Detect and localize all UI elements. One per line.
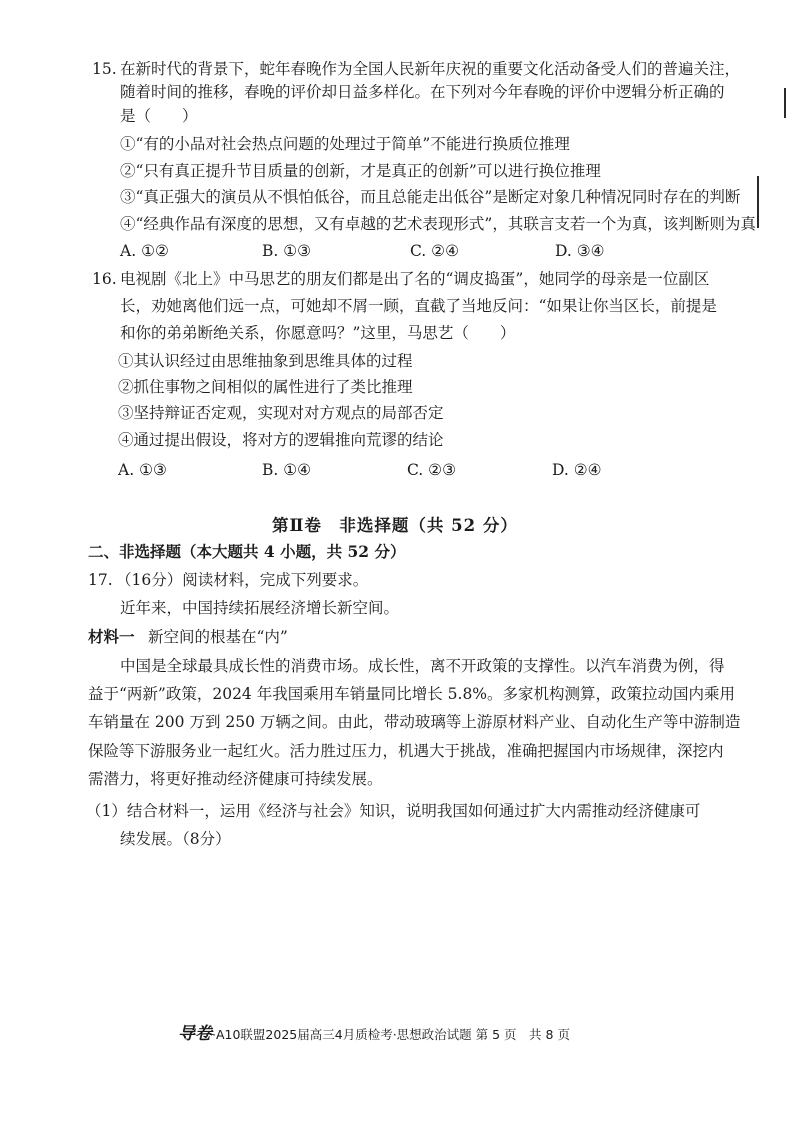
- q16-statement-2: ②抓住事物之间相似的属性进行了类比推理: [118, 378, 413, 396]
- option-letter: B.: [262, 461, 279, 479]
- q16-option-b: [262, 459, 311, 481]
- q15-stem-line2: 随着时间的推移，春晚的评价却日益多样化。在下列对今年春晚的评价中逻辑分析正确的: [120, 83, 725, 101]
- q16-statement-3: ③坚持辩证否定观，实现对对方观点的局部否定: [118, 404, 444, 422]
- q15-statement-1: ①“有的小品对社会热点问题的处理过于简单”不能进行换质位推理: [120, 135, 570, 153]
- material-line-1: 中国是全球最具成长性的消费市场。成长性，离不开政策的支撑性。以汽车消费为例，得: [120, 657, 725, 675]
- material-label: 材料一: [88, 627, 135, 646]
- option-text: ①④: [283, 461, 312, 479]
- q17-lead: 近年来，中国持续拓展经济增长新空间。: [120, 599, 400, 617]
- option-text: ②④: [431, 242, 459, 260]
- q17-number: 17.: [88, 571, 113, 589]
- q16-option-d: [552, 459, 602, 481]
- q15-statement-2: ②“只有真正提升节目质量的创新，才是真正的创新”可以进行换位推理: [120, 162, 601, 180]
- scan-margin-mark: [784, 88, 786, 118]
- q16-stem-line3: 和你的弟弟断绝关系，你愿意吗？”这里，马思艺（ ）: [120, 324, 516, 342]
- option-letter: A.: [118, 461, 135, 479]
- q16-statement-4: ④通过提出假设，将对方的逻辑推向荒谬的结论: [118, 431, 444, 449]
- q15-option-a: [120, 240, 169, 262]
- q15-number: 15.: [92, 60, 117, 78]
- option-letter: C.: [407, 461, 424, 479]
- option-letter: C.: [410, 242, 427, 260]
- material-line-2: 益于“两新”政策，2024 年我国乘用车销量同比增长 5.8%。多家机构测算，政策拉动国内乘用: [88, 685, 736, 703]
- material-line-4: 保险等下游服务业一起红火。活力胜过压力，机遇大于挑战，准确把握国内市场规律，深挖内: [88, 742, 724, 760]
- option-text: ①②: [141, 242, 169, 260]
- q16-stem-line2: 长，劝她离他们远一点，可她却不屑一顾，直截了当地反问：“如果让你当区长，前提是: [120, 297, 717, 315]
- q16-statement-1: ①其认识经过由思维抽象到思维具体的过程: [118, 352, 413, 370]
- material-title: 新空间的根基在“内”: [148, 628, 288, 646]
- material-line-5: 需潜力，将更好推动经济健康可持续发展。: [88, 770, 383, 788]
- footer-text: ·A10联盟2025届高三4月质检考·思想政治试题 第 5 页 共 8 页: [212, 1027, 570, 1042]
- q17-sub1-line2: 续发展。（8分）: [120, 830, 231, 848]
- material-line-3: 车销量在 200 万到 250 万辆之间。由此，带动玻璃等上游原材料产业、自动化生产等中游制造: [88, 713, 741, 731]
- part2-title: 第Ⅱ卷 非选择题（共 52 分）: [272, 516, 518, 535]
- q17-sub1-line1: （1）结合材料一，运用《经济与社会》知识，说明我国如何通过扩大内需推动经济健康可: [86, 802, 701, 820]
- footer-logo: 导卷: [178, 1024, 212, 1044]
- q16-option-c: [407, 459, 456, 481]
- q16-stem-line1: 电视剧《北上》中马思艺的朋友们都是出了名的“调皮捣蛋”，她同学的母亲是一位副区: [120, 270, 710, 288]
- option-letter: D.: [552, 461, 569, 479]
- q15-statement-4: ④“经典作品有深度的思想，又有卓越的艺术表现形式”，其联言支若一个为真，该判断则为真: [120, 215, 756, 233]
- q15-statement-3: ③“真正强大的演员从不惧怕低谷，而且总能走出低谷”是断定对象几种情况同时存在的判断: [120, 188, 741, 206]
- q16-option-a: [118, 459, 167, 481]
- q15-option-b: [262, 240, 311, 262]
- q16-number: 16.: [92, 270, 117, 288]
- scan-margin-mark: [757, 176, 759, 228]
- q15-stem-line1: 在新时代的背景下，蛇年春晚作为全国人民新年庆祝的重要文化活动备受人们的普遍关注，: [120, 60, 741, 78]
- q15-option-c: [410, 240, 459, 262]
- option-letter: D.: [555, 242, 572, 260]
- option-letter: A.: [120, 242, 137, 260]
- q17-intro: （16分）阅读材料，完成下列要求。: [116, 571, 369, 589]
- option-letter: B.: [262, 242, 279, 260]
- q15-option-d: [555, 240, 605, 262]
- option-text: ③④: [576, 242, 605, 260]
- option-text: ②④: [573, 461, 602, 479]
- section-heading: 二、非选择题（本大题共 4 小题，共 52 分）: [88, 542, 406, 561]
- q15-stem-line3: 是（ ）: [120, 107, 198, 125]
- footer: [178, 1019, 570, 1044]
- option-text: ①③: [139, 461, 167, 479]
- option-text: ②③: [428, 461, 456, 479]
- option-text: ①③: [283, 242, 312, 260]
